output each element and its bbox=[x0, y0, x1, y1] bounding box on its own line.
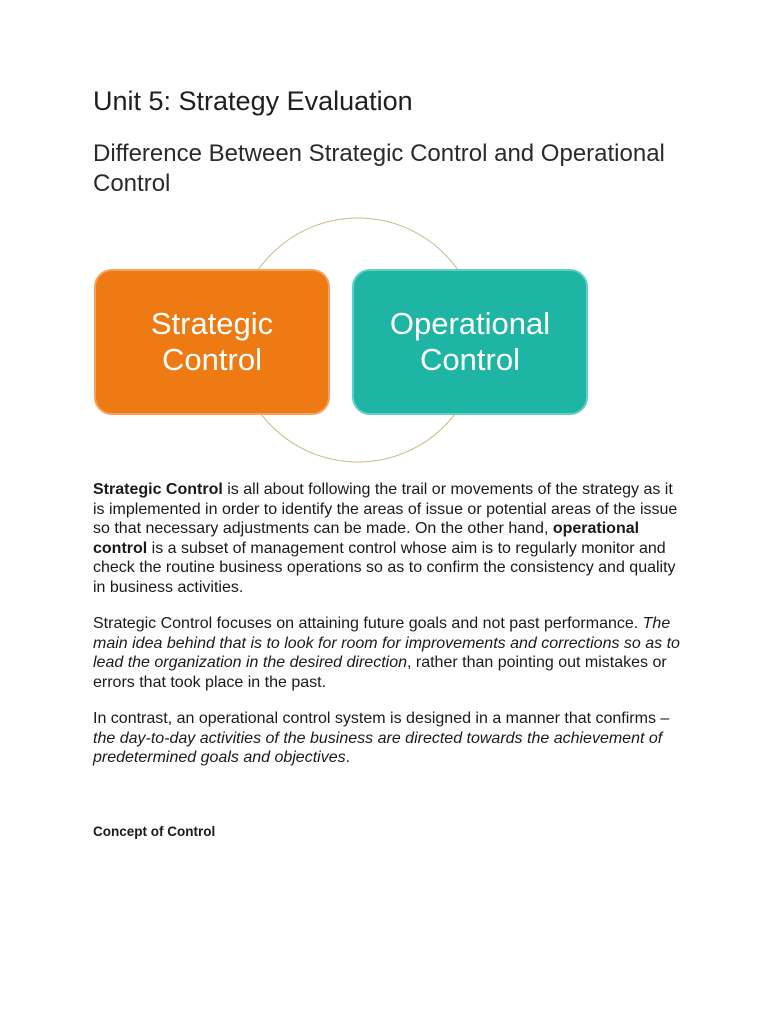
paragraph-2 bbox=[93, 614, 683, 692]
paragraph-1-text-b: is a subset of management control whose aim is to regularly monitor and check the routine business operations so as to confirm the consistency and quality in business activities. bbox=[93, 539, 676, 596]
concept-of-control-heading: Concept of Control bbox=[93, 824, 216, 839]
section-subtitle: Difference Between Strategic Control and Operational Control bbox=[93, 140, 665, 197]
operational-box-line2: Control bbox=[420, 342, 520, 377]
operational-box-line1: Operational bbox=[389, 306, 551, 341]
paragraph-3-emphasis: the day-to-day activities of the business are directed towards the achievement of predetermined goals and objectives bbox=[93, 729, 663, 766]
unit-title: Unit 5: Strategy Evaluation bbox=[93, 86, 413, 116]
strategic-box-line1: Strategic bbox=[150, 306, 274, 341]
operational-control-term: operational control bbox=[93, 520, 640, 557]
strategic-control-term: Strategic Control bbox=[93, 481, 223, 498]
body-text bbox=[93, 480, 683, 785]
paragraph-2-text-b: , rather than pointing out mistakes or errors that took place in the past. bbox=[93, 654, 667, 691]
paragraph-2-emphasis: The main idea behind that is to look for room for improvements and corrections so as to lead the organization in the desired direction bbox=[93, 615, 680, 671]
paragraph-2-text-a: Strategic Control focuses on attaining future goals and not past performance. bbox=[93, 615, 643, 632]
paragraph-3-text-b: . bbox=[345, 749, 351, 766]
strategic-box-line2: Control bbox=[162, 342, 262, 377]
control-comparison-diagram bbox=[88, 214, 588, 466]
paragraph-3-text-a: In contrast, an operational control system is designed in a manner that confirms – bbox=[93, 710, 670, 727]
paragraph-1-text-a: is all about following the trail or movements of the strategy as it is implemented in order to identify the areas of issue or potential areas of the issue so that necessary adjustments can be made. On the other hand, bbox=[93, 481, 678, 537]
strategic-control-box bbox=[94, 269, 330, 415]
paragraph-1 bbox=[93, 480, 683, 597]
paragraph-3 bbox=[93, 709, 683, 768]
operational-control-box bbox=[352, 269, 588, 415]
